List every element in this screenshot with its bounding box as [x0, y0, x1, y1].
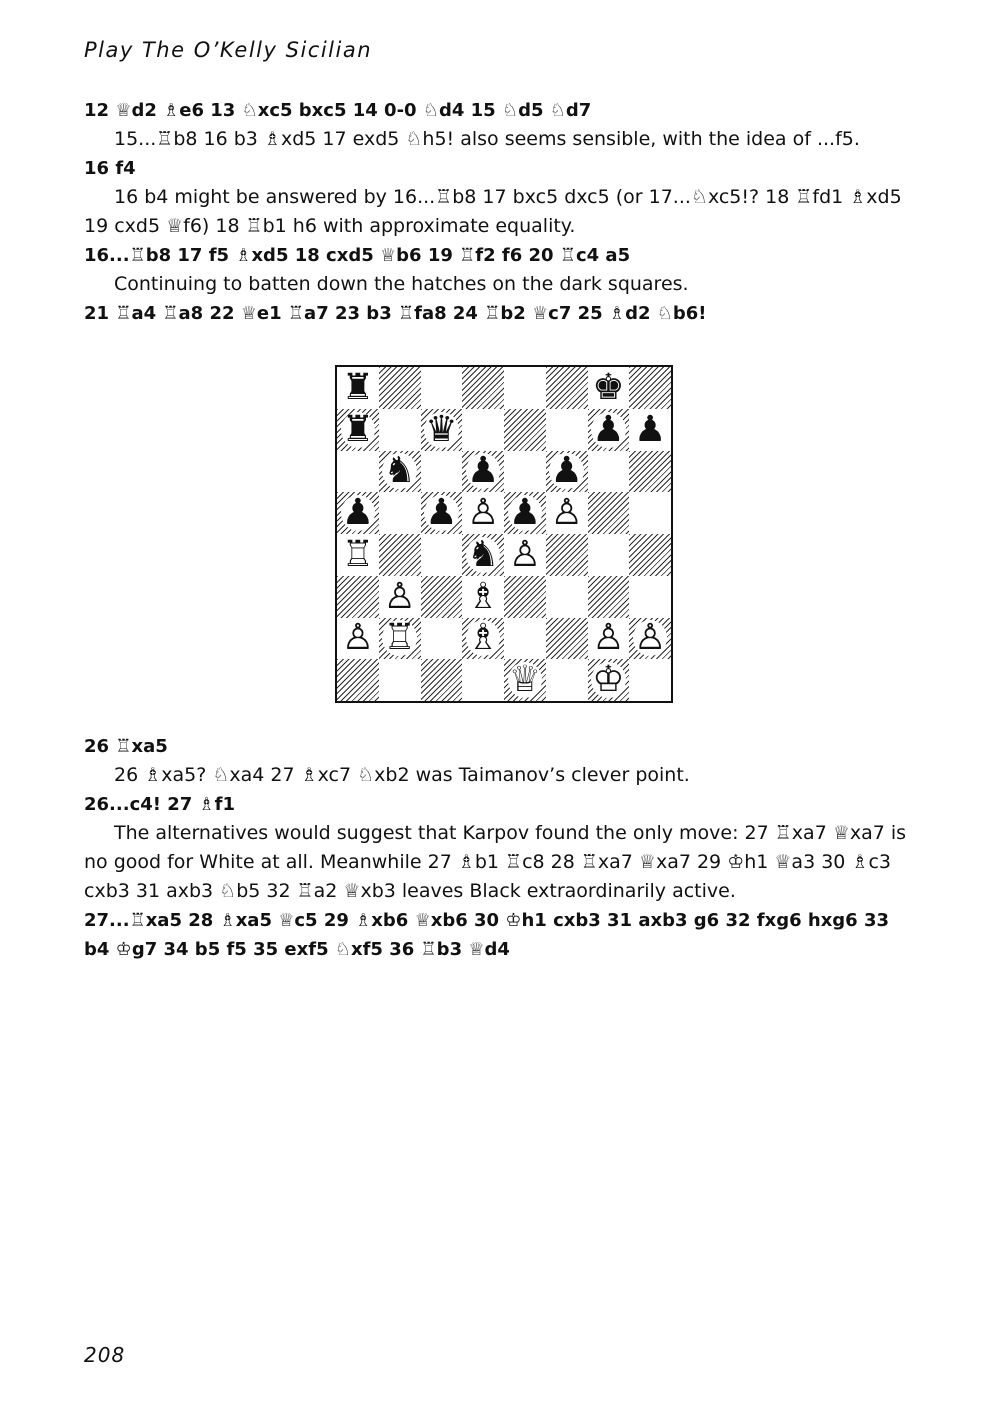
square-g6: [588, 451, 630, 493]
page-number: 208: [84, 1343, 126, 1367]
black-pawn-icon: ♟: [550, 450, 583, 492]
square-c2: [421, 618, 463, 660]
square-h7: [629, 409, 671, 451]
move-line: 27...♖xa5 28 ♗xa5 ♕c5 29 ♗xb6 ♕xb6 30 ♔h1 cxb3 31 axb3 g6 32 fxg6 hxg6 33 b4 ♔g7 34 b5 f5 35 exf5 ♘xf5 36 ♖b3 ♕d4: [84, 910, 890, 960]
chess-diagram: [335, 365, 673, 703]
square-e1: [504, 659, 546, 701]
square-d3: [462, 576, 504, 618]
square-h4: [629, 534, 671, 576]
white-pawn-icon: ♙: [550, 492, 583, 534]
annotation: Continuing to batten down the hatches on the dark squares.: [114, 273, 689, 295]
square-d6: [462, 451, 504, 493]
square-e3: [504, 576, 546, 618]
white-rook-icon: ♖: [341, 533, 375, 575]
square-c3: [421, 576, 463, 618]
annotation: 26 ♗xa5? ♘xa4 27 ♗xc7 ♘xb2 was Taimanov’s clever point.: [114, 764, 690, 786]
white-pawn-icon: ♙: [508, 533, 542, 575]
square-e5: [504, 492, 546, 534]
bottom-text-block: [84, 732, 920, 964]
white-bishop-icon: ♗: [466, 617, 500, 659]
square-f8: [546, 367, 588, 409]
square-a5: [337, 492, 379, 534]
square-g4: [588, 534, 630, 576]
square-b3: [379, 576, 421, 618]
black-knight-icon: ♞: [383, 450, 416, 492]
black-pawn-icon: ♟: [508, 492, 542, 534]
square-e7: [504, 409, 546, 451]
black-knight-icon: ♞: [466, 533, 500, 575]
square-d4: [462, 534, 504, 576]
black-pawn-icon: ♟: [633, 408, 667, 450]
white-pawn-icon: ♙: [383, 575, 416, 617]
square-f6: [546, 451, 588, 493]
square-e8: [504, 367, 546, 409]
square-d8: [462, 367, 504, 409]
running-header: Play The O’Kelly Sicilian: [84, 38, 373, 62]
move-line: 21 ♖a4 ♖a8 22 ♕e1 ♖a7 23 b3 ♖fa8 24 ♖b2 ♕c7 25 ♗d2 ♘b6!: [84, 303, 707, 324]
square-g8: [588, 367, 630, 409]
white-queen-icon: ♕: [508, 659, 542, 701]
square-h1: [629, 659, 671, 701]
square-h8: [629, 367, 671, 409]
black-pawn-icon: ♟: [592, 408, 625, 450]
square-g1: [588, 659, 630, 701]
square-g3: [588, 576, 630, 618]
annotation: 15...♖b8 16 b3 ♗xd5 17 exd5 ♘h5! also seems sensible, with the idea of ...f5.: [114, 128, 860, 150]
chess-board: [335, 365, 673, 703]
square-b2: [379, 618, 421, 660]
square-f5: [546, 492, 588, 534]
white-pawn-icon: ♙: [592, 617, 625, 659]
square-b4: [379, 534, 421, 576]
square-f2: [546, 618, 588, 660]
black-rook-icon: ♜: [341, 366, 375, 408]
move-line: 16 f4: [84, 158, 136, 179]
square-c6: [421, 451, 463, 493]
square-a6: [337, 451, 379, 493]
square-e4: [504, 534, 546, 576]
square-b1: [379, 659, 421, 701]
square-a7: [337, 409, 379, 451]
square-h6: [629, 451, 671, 493]
move-line: 16...♖b8 17 f5 ♗xd5 18 cxd5 ♕b6 19 ♖f2 f6 20 ♖c4 a5: [84, 245, 631, 266]
black-pawn-icon: ♟: [341, 492, 375, 534]
black-pawn-icon: ♟: [466, 450, 500, 492]
square-a4: [337, 534, 379, 576]
square-a8: [337, 367, 379, 409]
square-c4: [421, 534, 463, 576]
square-f4: [546, 534, 588, 576]
white-bishop-icon: ♗: [466, 575, 500, 617]
square-h5: [629, 492, 671, 534]
square-b5: [379, 492, 421, 534]
move-line: 26...c4! 27 ♗f1: [84, 794, 236, 815]
square-c1: [421, 659, 463, 701]
square-d1: [462, 659, 504, 701]
annotation: 16 b4 might be answered by 16...♖b8 17 bxc5 dxc5 (or 17...♘xc5!? 18 ♖fd1 ♗xd5 19 cxd5 ♕f6) 18 ♖b1 h6 with approximate equality.: [84, 186, 902, 237]
square-g7: [588, 409, 630, 451]
square-c8: [421, 367, 463, 409]
square-b8: [379, 367, 421, 409]
square-g2: [588, 618, 630, 660]
black-queen-icon: ♛: [425, 408, 458, 450]
square-h2: [629, 618, 671, 660]
square-a3: [337, 576, 379, 618]
square-e6: [504, 451, 546, 493]
white-pawn-icon: ♙: [341, 617, 375, 659]
black-rook-icon: ♜: [341, 408, 375, 450]
square-f1: [546, 659, 588, 701]
black-pawn-icon: ♟: [425, 492, 458, 534]
square-a1: [337, 659, 379, 701]
move-line: 26 ♖xa5: [84, 736, 168, 757]
square-c7: [421, 409, 463, 451]
square-d2: [462, 618, 504, 660]
square-c5: [421, 492, 463, 534]
white-pawn-icon: ♙: [466, 492, 500, 534]
white-king-icon: ♔: [592, 659, 625, 701]
square-g5: [588, 492, 630, 534]
move-line: 12 ♕d2 ♗e6 13 ♘xc5 bxc5 14 0-0 ♘d4 15 ♘d5 ♘d7: [84, 100, 592, 121]
square-b6: [379, 451, 421, 493]
square-d7: [462, 409, 504, 451]
square-a2: [337, 618, 379, 660]
top-text-block: [84, 96, 920, 328]
square-d5: [462, 492, 504, 534]
black-king-icon: ♚: [592, 366, 625, 408]
square-b7: [379, 409, 421, 451]
annotation: The alternatives would suggest that Karpov found the only move: 27 ♖xa7 ♕xa7 is no good for White at all. Meanwhile 27 ♗b1 ♖c8 28 ♖xa7 ♕xa7 29 ♔h1 ♕a3 30 ♗c3 cxb3 31 axb3 ♘b5 32 ♖a2 ♕xb3 leaves Black extraordinarily active.: [84, 822, 907, 902]
square-f7: [546, 409, 588, 451]
square-f3: [546, 576, 588, 618]
square-h3: [629, 576, 671, 618]
square-e2: [504, 618, 546, 660]
white-pawn-icon: ♙: [633, 617, 667, 659]
white-rook-icon: ♖: [383, 617, 416, 659]
